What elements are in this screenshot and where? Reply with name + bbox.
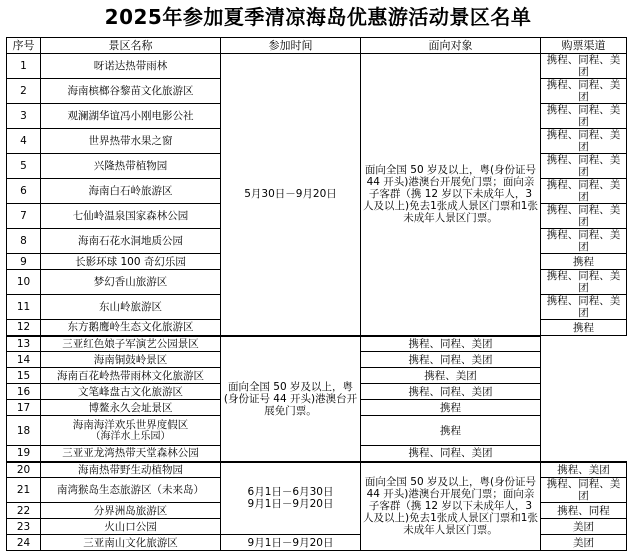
row-scenic: 海南石花水洞地质公园 (41, 229, 221, 254)
row-scenic: 海南海洋欢乐世界度假区 (72, 418, 189, 431)
row-scenic-sub: （海洋水上乐园） (90, 430, 171, 442)
row-channel: 携程 (361, 400, 541, 416)
row-scenic: 海南白石岭旅游区 (41, 179, 221, 204)
row-no: 15 (7, 368, 41, 384)
row-scenic: 呀诺达热带雨林 (41, 54, 221, 79)
row-scenic: 文笔峰盘古文化旅游区 (41, 384, 221, 400)
table-row (7, 462, 627, 478)
row-scenic: 东方鹅鹰岭生态文化旅游区 (41, 320, 221, 336)
table-row (7, 54, 627, 79)
period-group-c (221, 462, 361, 535)
row-channel: 携程、美团 (541, 462, 627, 478)
row-channel: 携程、同程、美团 (541, 478, 627, 503)
row-no: 3 (7, 104, 41, 129)
row-scenic: 观澜湖华谊冯小刚电影公社 (41, 104, 221, 129)
row-no: 4 (7, 129, 41, 154)
row-channel: 携程、同程、美团 (541, 229, 627, 254)
row-channel: 携程、同程、美团 (541, 154, 627, 179)
row-scenic: 长影环球 100 奇幻乐园 (41, 254, 221, 270)
row-scenic: 兴隆热带植物园 (41, 154, 221, 179)
row-channel: 携程、同程、美团 (541, 129, 627, 154)
row-channel: 携程、同程、美团 (541, 295, 627, 320)
row-scenic: 梦幻香山旅游区 (41, 270, 221, 295)
row-channel: 携程、同程、美团 (361, 446, 541, 462)
row-channel: 携程 (361, 416, 541, 446)
audience-group-c: 面向全国 50 岁及以上，粤(身份证号 44 开头)港澳台开展免门票；面向亲子客群（携 12 岁以下未成年人，3 人及以上)免去1张成人景区门票和1张未成年人景区门票。 (361, 462, 541, 551)
period-c-1: 6月1日－6月30日 (247, 486, 334, 499)
period-c-2: 9月1日－9月20日 (247, 498, 334, 511)
row-scenic: 三亚亚龙湾热带天堂森林公园 (41, 446, 221, 462)
row-no: 16 (7, 384, 41, 400)
period-group-a: 5月30日－9月20日 (221, 54, 361, 336)
row-no: 6 (7, 179, 41, 204)
row-channel: 携程、同程、美团 (361, 336, 541, 352)
row-no: 12 (7, 320, 41, 336)
scenic-list-table (6, 37, 627, 551)
row-channel: 携程、同程、美团 (541, 104, 627, 129)
row-channel: 携程、同程、美团 (361, 384, 541, 400)
row-channel: 携程、同程、美团 (541, 179, 627, 204)
row-no: 22 (7, 503, 41, 519)
row-channel: 携程、美团 (361, 368, 541, 384)
audience-group-a: 面向全国 50 岁及以上，粤(身份证号 44 开头)港澳台开展免门票；面向亲子客群（携 12 岁以下未成年人，3 人及以上)免去1张成人景区门票和1张未成年人景区门票。 (361, 54, 541, 336)
row-no: 21 (7, 478, 41, 503)
header-scenic: 景区名称 (41, 38, 221, 54)
row-no: 11 (7, 295, 41, 320)
header-row (7, 38, 627, 54)
row-scenic: 海南热带野生动植物园 (41, 462, 221, 478)
row-channel: 携程、同程、美团 (541, 54, 627, 79)
row-no: 18 (7, 416, 41, 446)
header-no: 序号 (7, 38, 41, 54)
row-channel: 携程、同程、美团 (361, 352, 541, 368)
row-no: 7 (7, 204, 41, 229)
row-scenic-wrap (41, 416, 221, 446)
row-no: 20 (7, 462, 41, 478)
header-channel: 购票渠道 (541, 38, 627, 54)
row-scenic: 火山口公园 (41, 519, 221, 535)
row-no: 19 (7, 446, 41, 462)
row-channel: 美团 (541, 519, 627, 535)
row-no: 17 (7, 400, 41, 416)
header-period: 参加时间 (221, 38, 361, 54)
row-no: 5 (7, 154, 41, 179)
row-scenic: 南湾猴岛生态旅游区（未来岛） (41, 478, 221, 503)
row-no: 1 (7, 54, 41, 79)
table-row (7, 336, 627, 352)
row-scenic: 三亚红色娘子军演艺公园景区 (41, 336, 221, 352)
row-no: 2 (7, 79, 41, 104)
row-no: 14 (7, 352, 41, 368)
row-scenic: 海南百花岭热带雨林文化旅游区 (41, 368, 221, 384)
row-scenic: 博鳌永久会址景区 (41, 400, 221, 416)
period-group-d: 9月1日－9月20日 (221, 535, 361, 551)
row-no: 8 (7, 229, 41, 254)
audience-group-b: 面向全国 50 岁及以上，粤(身份证号 44 开头)港澳台开展免门票。 (221, 336, 361, 462)
row-scenic: 三亚南山文化旅游区 (41, 535, 221, 551)
row-no: 10 (7, 270, 41, 295)
row-channel: 携程、同程、美团 (541, 79, 627, 104)
row-channel: 携程、同程 (541, 503, 627, 519)
row-no: 23 (7, 519, 41, 535)
row-no: 9 (7, 254, 41, 270)
row-channel: 携程、同程、美团 (541, 270, 627, 295)
row-scenic: 海南槟榔谷黎苗文化旅游区 (41, 79, 221, 104)
row-channel: 携程 (541, 320, 627, 336)
row-scenic: 东山岭旅游区 (41, 295, 221, 320)
row-channel: 携程 (541, 254, 627, 270)
header-audience: 面向对象 (361, 38, 541, 54)
row-scenic: 世界热带水果之窗 (41, 129, 221, 154)
row-no: 24 (7, 535, 41, 551)
row-no: 13 (7, 336, 41, 352)
page-title: 2025年参加夏季清凉海岛优惠游活动景区名单 (104, 5, 532, 29)
row-scenic: 分界洲岛旅游区 (41, 503, 221, 519)
row-channel: 美团 (541, 535, 627, 551)
row-scenic: 海南铜鼓岭景区 (41, 352, 221, 368)
row-scenic: 七仙岭温泉国家森林公园 (41, 204, 221, 229)
row-channel: 携程、同程、美团 (541, 204, 627, 229)
